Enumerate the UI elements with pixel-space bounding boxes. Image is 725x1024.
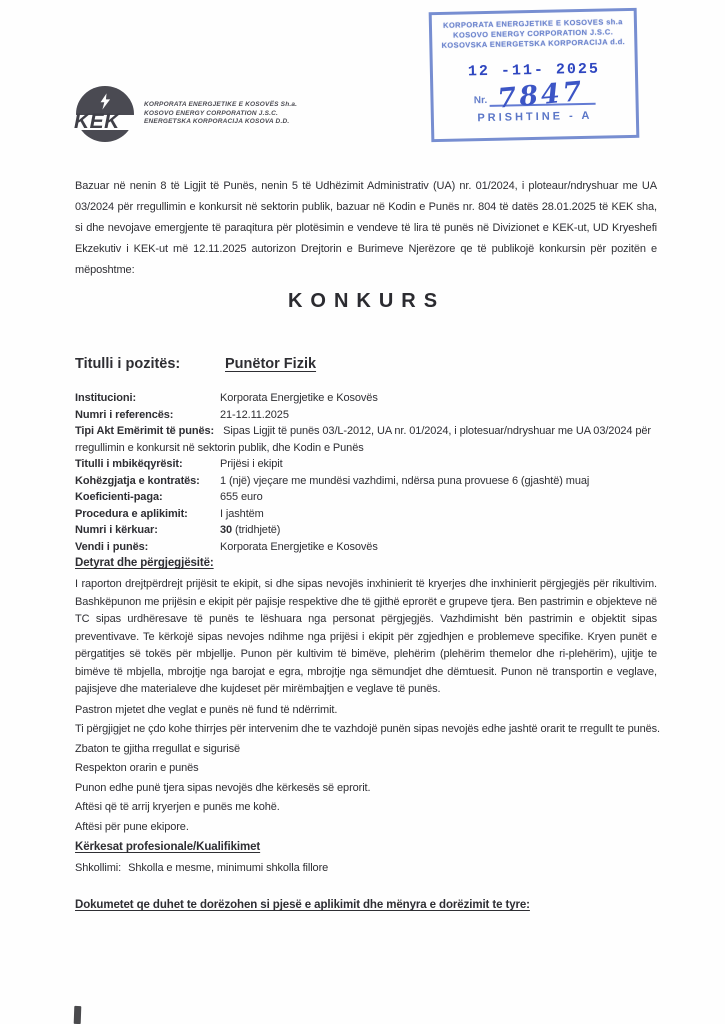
documents-section (75, 899, 715, 911)
duty-line: Pastron mjetet dhe veglat e punës në fund të ndërrimit. (75, 703, 338, 716)
duties-heading: Detyrat dhe përgjegjësitë: (75, 557, 214, 569)
document-title: KONKURS (287, 290, 446, 312)
kek-logo (76, 86, 297, 142)
logo-caption-line-sr: ENERGETSKA KORPORACIJA KOSOVA D.D. (144, 118, 290, 126)
detail-value: Sipas Ligjit të punës 03/L-2012, UA nr. 01/2024, i plotesuar/ndryshuar me UA 03/2024 për rregullimin e konkursit në sektorin publik, dhe Kodin e Punës (75, 425, 651, 454)
detail-label: Koeficienti-paga: (75, 491, 163, 503)
registry-stamp (429, 8, 640, 142)
detail-label: Institucioni: (75, 392, 137, 404)
duty-line: Aftësi për pune ekipore. (75, 820, 189, 833)
stamp-header-lines (432, 17, 635, 51)
duty-line: Punon edhe punë tjera sipas nevojës dhe kërkesës së eprorit. (75, 781, 371, 794)
education-value: Shkolla e mesme, minimumi shkolla fillore (128, 862, 329, 874)
detail-label: Numri i kërkuar: (75, 524, 158, 536)
stamp-org-line-sr: KOSOVSKA ENERGETSKA KORPORACIJA d.d. (441, 37, 626, 50)
kek-logo-acronym: KEK (74, 110, 120, 133)
duties-paragraph: I raporton drejtpërdrejt prijësit te ekipit, si dhe sipas nevojës inxhinierit të kryerjes dhe inxhinierit përgjegjës për rikultivim. Bashkëpunon me prijësin e ekipit për pajisje respektive dhe të gjithë eprorët e grupeve tjera. Ben pastrimin e objekteve në TC sipas urdhëresave të punës te lëshuara nga personat përgjegjës. Vazhdimisht bën pastrimin e objektit sipas preventivave. Te kërkojë sipas nevojes ndihme nga prijësi i ekipit për zgjedhjen e problemeve specifike. Kryen punët e përgatitjes së tokës për mbjellje. Punon për kultivim të bimëve, plehërim (plehërim themelor dhe ri-plehërim), ujitje te bimëve të mbjella, mbrojtje nga barojat e egra, mbrojtje nga sëmundjet dhe dëmtuesit. Punon në transportin e veglave, pajisjeve dhe materialeve dhe kujdeset për mirëmbajtjen e veglave të punës. (75, 578, 657, 695)
stamp-org-line-en: KOSOVO ENERGY CORPORATION J.S.C. (453, 27, 614, 40)
detail-row-contract-duration (75, 473, 657, 490)
detail-label: Procedura e aplikimit: (75, 507, 188, 520)
duty-line: Aftësi që të arrij kryerjen e punës me kohë. (75, 801, 280, 813)
stamp-number-row (433, 75, 636, 115)
scan-artifact (74, 1006, 82, 1024)
detail-value: 1 (një) vjeçare me mundësi vazhdimi, ndërsa puna provuese 6 (gjashtë) muaj (220, 474, 590, 487)
detail-value: Korporata Energjetike e Kosovës (220, 540, 378, 553)
stamp-number-handwritten: 7847 (495, 75, 586, 115)
kek-logo-band (74, 110, 136, 133)
kek-logo-caption (144, 101, 297, 127)
detail-row-institution (75, 390, 657, 407)
kek-logo-emblem (76, 86, 134, 142)
detail-row-salary (75, 489, 657, 506)
detail-row-reference-number (75, 407, 657, 424)
requirements-section (75, 841, 657, 874)
detail-value: 655 euro (220, 491, 263, 503)
stamp-date: 12 -11- 2025 (467, 60, 601, 81)
positions-count-number: 30 (220, 524, 233, 536)
detail-label: Titulli i mbikëqyrësit: (75, 458, 183, 470)
stamp-number-label: Nr. (473, 94, 488, 107)
detail-value: Korporata Energjetike e Kosovës (220, 392, 378, 404)
duty-line: Ti përgjigjet ne çdo kohe thirrjes për intervenim dhe te vazhdojë punën sipas nevojës edhe jashtë orarit te rregullt te punës. (75, 723, 661, 735)
position-value: Punëtor Fizik (225, 356, 317, 372)
documents-heading: Dokumetet qe duhet te dorëzohen si pjesë e aplikimit dhe mënyra e dorëzimit te tyre: (75, 899, 530, 911)
intro-paragraph: Bazuar në nenin 8 të Ligjit të Punës, nenin 5 të Udhëzimit Administrativ (UA) nr. 01/2024, i ploteaur/ndryshuar me UA 03/2024 për rregullimin e konkursit në sektorin publik, bazuar në Kodin e Punës nr. 804 të datës 28.01.2025 të KEK sha, si dhe nevojave emergjente të paraqitura për plotësimin e vendeve të lira të punës në Divizionet e KEK-ut, UD Kryeshefi Ekzekutiv i KEK-ut më 12.11.2025 autorizon Drejtorin e Burimeve Njerëzore qe të publikojë konkursin për pozitën e mëposhtme: (75, 180, 657, 276)
detail-row-supervisor (75, 456, 657, 473)
detail-row-application-procedure (75, 506, 657, 523)
stamp-city: PRISHTINE - A (477, 109, 593, 125)
position-label: Titulli i pozitës: (75, 356, 181, 372)
detail-label: Numri i referencës: (75, 408, 174, 421)
detail-label: Tipi Akt Emërimit të punës: (75, 425, 215, 437)
detail-row-work-location (75, 539, 657, 556)
detail-label: Kohëzgjatja e kontratës: (75, 474, 200, 487)
job-details (75, 390, 657, 555)
education-label: Shkollimi: (75, 862, 122, 874)
detail-value (220, 522, 657, 539)
requirements-heading: Kërkesat profesionale/Kualifikimet (75, 841, 261, 853)
logo-caption-line-sq: KORPORATA ENERGJETIKE E KOSOVËS Sh.a. (144, 101, 298, 109)
duty-line: Respekton orarin e punës (75, 762, 199, 774)
detail-value: Prijësi i ekipit (220, 458, 283, 470)
logo-caption-line-en: KOSOVO ENERGY CORPORATION J.S.C. (144, 109, 279, 117)
position-title-row (75, 356, 657, 372)
duties-section (75, 557, 661, 837)
positions-count-words: (tridhjetë) (232, 524, 281, 536)
education-row (75, 862, 657, 874)
stamp-org-line-sq: KORPORATA ENERGJETIKE E KOSOVES sh.a (442, 17, 623, 30)
detail-row-appointment-act (75, 423, 657, 456)
detail-value: I jashtëm (220, 507, 264, 520)
duty-line: Zbaton te gjitha rregullat e sigurisë (75, 742, 241, 755)
detail-label: Vendi i punës: (75, 540, 149, 553)
detail-value: 21-12.11.2025 (220, 408, 289, 421)
stamp-number-line (489, 75, 596, 115)
detail-row-positions-count (75, 522, 657, 539)
